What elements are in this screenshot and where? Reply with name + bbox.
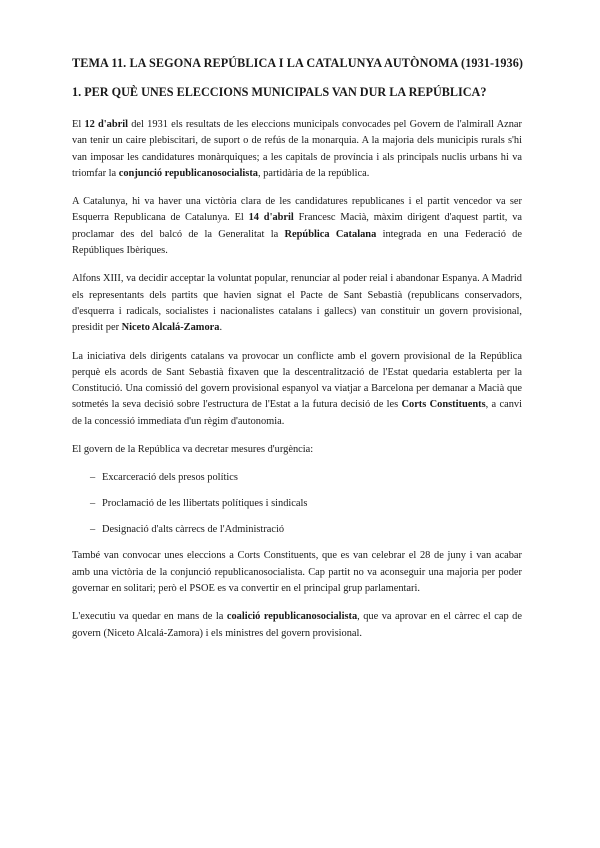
list-marker: –: [90, 498, 96, 510]
text-run: La iniciativa dels dirigents catalans va provocar un conflicte amb el govern provisional de la República perquè els acords de Sant Sebastià fixaven que la descentralització de l'Estat quedaria establerta per la Constitució. Una comissió del govern provisional espanyol va viatjar a Barcelona per demanar a Macià que sotmetés la seva decisió sobre l'estructura de l'Estat a la futura decisió de les: [72, 350, 522, 411]
text-run: integrada en una Federació de Repúbliques Ibèriques.: [72, 228, 522, 257]
list-item-text: Designació d'alts càrrecs de l'Administració: [102, 524, 285, 536]
text-run: del 1931 els resultats de les eleccions municipals convocades pel Govern de l'almirall Aznar van tenir un caire plebiscitari, de suport o de refús de la monarquia. A la majoria dels municipis rurals s'hi van imposar les candidatures monàrquiques; a les capitals de província i als principals nuclis urbans hi va triomfar la: [72, 119, 522, 179]
text-run: El govern de la República va decretar mesures d'urgència:: [72, 444, 314, 456]
list-marker: –: [90, 524, 96, 536]
paragraph: [72, 609, 522, 642]
text-run: , a canvi de la concessió immediata d'un règim d'autonomia.: [72, 399, 522, 427]
list-item: [90, 496, 522, 512]
text-run: , partidària de la república.: [257, 167, 370, 179]
intro-paragraphs: [72, 117, 522, 458]
paragraph: [72, 271, 522, 336]
list-item-text: Excarceració dels presos polítics: [102, 472, 238, 484]
closing-paragraphs: [72, 548, 522, 641]
section-title: 1. PER QUÈ UNES ELECCIONS MUNICIPALS VAN DUR LA REPÚBLICA?: [72, 85, 487, 99]
bold-term: 12 d'abril: [84, 119, 129, 130]
text-run: , que va aprovar en el càrrec el cap de govern (Niceto Alcalá-Zamora) i els ministres del govern provisional.: [72, 611, 522, 639]
bold-term: conjunció republicanosocialista: [118, 167, 258, 179]
bold-term: 14 d'abril: [248, 212, 294, 224]
bold-term: Corts Constituents: [401, 399, 486, 411]
paragraph: [72, 194, 522, 259]
text-run: Francesc Macià, màxim dirigent d'aquest partit, va proclamar des del balcó de la Generalitat la: [72, 212, 522, 240]
text-run: L'executiu va quedar en mans de la: [72, 611, 227, 623]
urgent-measures-list: [72, 470, 522, 538]
list-marker: –: [90, 472, 96, 484]
paragraph: [72, 548, 522, 597]
bold-term: coalició republicanosocialista: [226, 611, 358, 623]
paragraph: [72, 442, 522, 458]
list-item-text: Proclamació de les llibertats polítiques i sindicals: [102, 498, 308, 510]
list-item: [90, 470, 522, 486]
bold-term: Niceto Alcalá-Zamora: [121, 322, 220, 334]
document-page: [72, 56, 522, 642]
text-run: Alfons XIII, va decidir acceptar la voluntat popular, renunciar al poder reial i abandonar Espanya. A Madrid els representants dels partits que havien signat el Pacte de Sant Sebastià (republicans conservadors, d'esquerra i radicals, socialistes i nacionalistes catalans i gallecs) van constituir un govern provisional, presidit per: [72, 273, 522, 334]
text-run: El: [72, 119, 85, 130]
document-title: TEMA 11. LA SEGONA REPÚBLICA I LA CATALUNYA AUTÒNOMA (1931-1936): [72, 56, 524, 70]
list-item: [90, 522, 522, 538]
text-run: També van convocar unes eleccions a Corts Constituents, que es van celebrar el 28 de juny i van acabar amb una victòria de la conjunció republicanosocialista. Cap partit no va aconseguir una majoria per poder governar en solitari; però el PSOE es va convertir en el principal grup parlamentari.: [72, 550, 522, 594]
bold-term: República Catalana: [284, 228, 377, 240]
text-run: A Catalunya, hi va haver una victòria clara de les candidatures republicanes i el partit vencedor va ser Esquerra Republicana de Catalunya. El: [72, 196, 522, 224]
paragraph: [72, 349, 522, 430]
text-run: .: [219, 322, 223, 334]
paragraph: [72, 117, 522, 182]
